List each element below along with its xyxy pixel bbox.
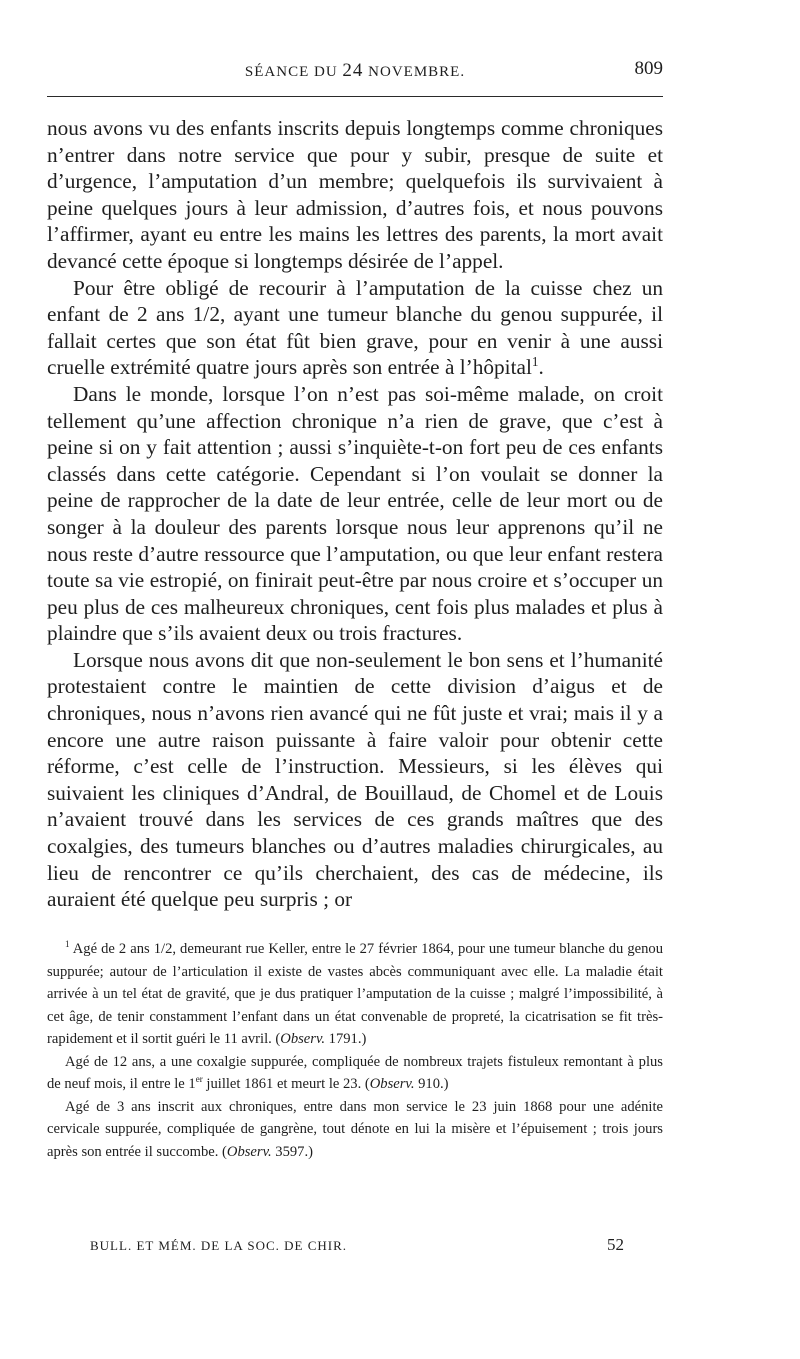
footnote-3-text: Agé de 3 ans inscrit aux chroniques, entre dans mon service le 23 juin 1868 pour une adénite cervicale suppurée, compliquée de gangrène, tout dénote en lui la misère et l’épuisement ; trois jours après son entrée il succombe. (: [47, 1098, 663, 1160]
paragraph-1: nous avons vu des enfants inscrits depuis longtemps comme chroniques n’entrer dans notre service que pour y subir, presque de suite et d’urgence, l’amputation d’un membre; quelquefois ils survivaient à peine quelques jours à leur admission, d’autres fois, et nous pouvons l’affirmer, ayant eu entre les mains les lettres des parents, la mort avait devancé cette époque si longtemps désirée de l’appel.: [47, 116, 663, 273]
footnote-ref-1: 1: [531, 354, 539, 370]
running-head-date: 24: [342, 60, 364, 81]
footnote-3-obs-label: Observ.: [226, 1143, 272, 1160]
footnote-3-obs-num: 3597.): [271, 1143, 313, 1160]
footnote-2-obs-num: 910.): [414, 1076, 449, 1092]
running-head-pre: SÉANCE DU: [244, 64, 343, 80]
footnote-2-text-a: Agé de 12 ans, a une coxalgie suppurée, compliquée de nombreux trajets fistuleux remontant à plus de neuf mois, il entre le 1: [47, 1053, 663, 1092]
page-number: 809: [634, 58, 663, 79]
paragraph-2-text: Pour être obligé de recourir à l’amputation de la cuisse chez un enfant de 2 ans 1/2, ayant une tumeur blanche du genou suppurée, il fallait certes que son état fût bien grave, pour en venir à une aussi cruelle extrémité quatre jours après son entrée à l’hôpital: [47, 275, 663, 380]
footnotes: [47, 938, 663, 1163]
running-head: [47, 60, 663, 82]
footnote-2: [47, 1051, 663, 1096]
footnote-1-mark: 1: [65, 939, 70, 950]
journal-title: BULL. ET MÉM. DE LA SOC. DE CHIR.: [90, 1238, 348, 1253]
header-rule: [47, 96, 663, 97]
paragraph-2: [47, 275, 663, 381]
signature-mark: 52: [607, 1235, 624, 1254]
footnote-2-sup: er: [195, 1074, 203, 1085]
footnote-2-obs-label: Observ.: [369, 1076, 415, 1092]
running-head-post: NOVEMBRE.: [363, 64, 466, 80]
footnote-2-text-b: juillet 1861 et meurt le 23. (: [202, 1076, 370, 1092]
page-header: [47, 60, 663, 90]
footnote-1-obs-label: Observ.: [280, 1031, 326, 1047]
footnote-1-obs-num: 1791.): [325, 1031, 367, 1047]
footnote-3: [47, 1096, 663, 1164]
footnote-1-text: Agé de 2 ans 1/2, demeurant rue Keller, entre le 27 février 1864, pour une tumeur blanche du genou suppurée; autour de l’articulation il existe de vastes abcès communiquant avec elle. La maladie était arrivée à un tel état de gravité, que je dus pratiquer l’amputation de la cuisse ; malgré l’impossibilité, à cet âge, de tenir constamment l’enfant dans un état convenable de propreté, la cicatrisation se fit très-rapidement et il sortit guéri le 11 avril. (: [47, 941, 663, 1047]
paragraph-4: Lorsque nous avons dit que non-seulement le bon sens et l’humanité protestaient contre le maintien de cette division d’aigus et de chroniques, nous n’avons rien avancé qui ne fût juste et vrai; mais il y a encore une autre raison puissante à faire valoir pour obtenir cette réforme, c’est celle de l’instruction. Messieurs, si les élèves qui suivaient les cliniques d’Andral, de Bouillaud, de Chomel et de Louis n’avaient trouvé dans les services de ces grands maîtres que des coxalgies, des tumeurs blanches ou d’autres maladies chirurgicales, au lieu de rencontrer ce qu’ils cherchaient, des cas de médecine, ils auraient été quelque peu surpris ; or: [47, 647, 663, 912]
footnote-1: [47, 938, 663, 1051]
page-footer: [90, 1235, 624, 1254]
main-text: [47, 115, 663, 913]
paragraph-2-end: .: [538, 355, 544, 380]
paragraph-3: Dans le monde, lorsque l’on n’est pas soi-même malade, on croit tellement qu’une affection chronique n’a rien de grave, que c’est à peine si on y fait attention ; aussi s’inquiète-t-on fort peu de ces enfants classés dans cette catégorie. Cependant si l’on voulait se donner la peine de rapprocher de la date de leur entrée, celle de leur mort ou de songer à la douleur des parents lorsque nous leur apprenons qu’il ne nous reste d’autre ressource que l’amputation, ou que leur enfant restera toute sa vie estropié, on finirait peut-être par nous croire et s’occuper un peu plus de ces malheureux chroniques, cent fois plus malades et plus à plaindre que s’ils avaient deux ou trois fractures.: [47, 381, 663, 646]
